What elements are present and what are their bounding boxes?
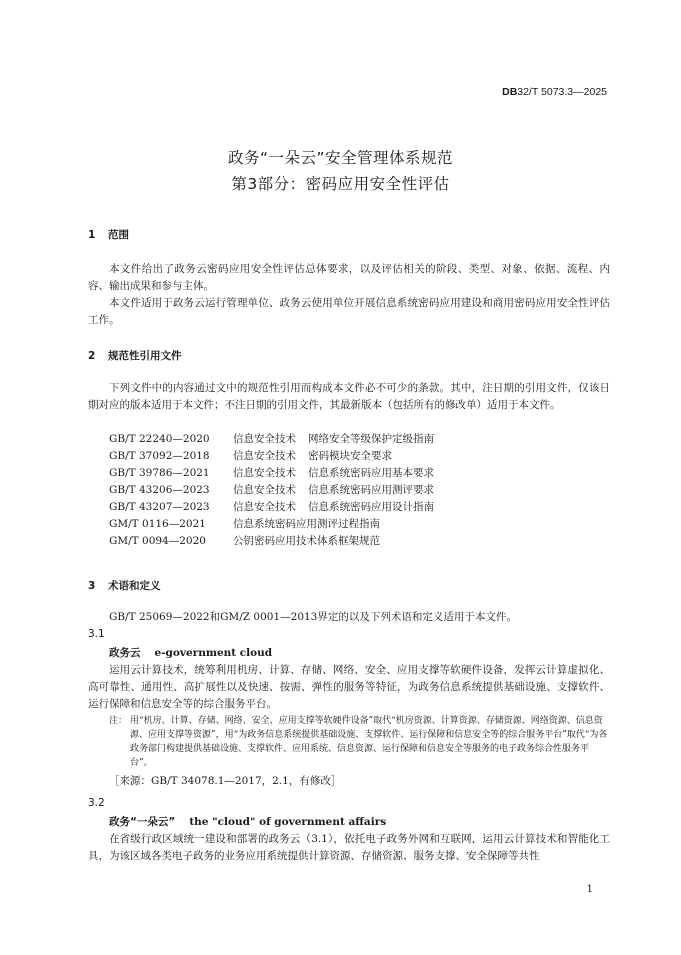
section-heading-terms <box>88 578 161 593</box>
term-en: the "cloud" of government affairs <box>189 816 387 828</box>
reference-code: GB/T 37092—2018 <box>109 450 210 462</box>
reference-code: GB/T 22240—2020 <box>109 433 210 445</box>
reference-item <box>109 465 434 482</box>
reference-code: GB/T 43207—2023 <box>109 501 210 513</box>
term-source: ［来源：GB/T 34078.1—2017，2.1，有修改］ <box>109 775 342 787</box>
term-en: e-government cloud <box>154 647 273 659</box>
reference-title-part1: 信息安全技术 <box>233 501 296 513</box>
reference-title-part1: 信息系统密码应用测评过程指南 <box>233 518 380 530</box>
reference-title-part1: 信息安全技术 <box>233 433 296 445</box>
reference-code: GB/T 39786—2021 <box>109 467 210 479</box>
reference-title-part2: 信息系统密码应用测评要求 <box>308 484 434 496</box>
section-heading-normative <box>88 348 182 363</box>
reference-item <box>109 516 380 533</box>
section-heading-scope <box>88 227 129 242</box>
term-heading <box>109 645 272 660</box>
reference-code: GM/T 0094—2020 <box>109 535 206 547</box>
normative-intro: 下列文件中的内容通过文中的规范性引用而构成本文件必不可少的条款。其中，注日期的引用文件，仅该日期对应的版本适用于本文件；不注日期的引用文件，其最新版本（包括所有的修改单）适用于本文件。 <box>88 382 610 411</box>
section-title: 规范性引用文件 <box>108 350 182 362</box>
standard-prefix: DB <box>502 86 518 98</box>
terms-intro: GB/T 25069—2022和GM/Z 0001—2013界定的以及下列术语和定义适用于本文件。 <box>109 611 517 623</box>
reference-code: GB/T 43206—2023 <box>109 484 210 496</box>
section-number: 3 <box>88 580 96 592</box>
reference-title-part2: 信息系统密码应用设计指南 <box>308 501 434 513</box>
term-definition: 在省级行政区域统一建设和部署的政务云（3.1），依托电子政务外网和互联网，运用云计算技术和智能化工具，为该区域各类电子政务的业务应用系统提供计算资源、存储资源、服务支撑、安全保障等共性 <box>88 833 610 862</box>
term-number: 3.1 <box>88 628 105 640</box>
term-heading <box>109 814 386 829</box>
document-title-line1: 政务“一朵云”安全管理体系规范 <box>227 149 454 167</box>
reference-item <box>109 448 392 465</box>
reference-item <box>109 431 434 448</box>
term-definition: 运用云计算技术，统筹利用机房、计算、存储、网络、安全、应用支撑等软硬件设备，发挥云计算虚拟化、高可靠性、通用性、高扩展性以及快速、按需、弹性的服务等特征，为政务信息系统提供基础设施、支撑软件、运行保障和信息安全等的综合服务平台。 <box>88 664 610 710</box>
reference-title-part1: 信息安全技术 <box>233 450 296 462</box>
reference-title-part2: 信息系统密码应用基本要求 <box>308 467 434 479</box>
reference-title-part1: 公钥密码应用技术体系框架规范 <box>233 535 380 547</box>
document-title-line2: 第3部分：密码应用安全性评估 <box>231 175 450 193</box>
section-title: 范围 <box>108 229 129 241</box>
section-number: 2 <box>88 350 96 362</box>
reference-title-part1: 信息安全技术 <box>233 484 296 496</box>
term-zh: 政务云 <box>109 647 141 659</box>
term-note <box>109 714 609 770</box>
reference-title-part2: 密码模块安全要求 <box>308 450 392 462</box>
section-number: 1 <box>88 229 96 241</box>
reference-title-part2: 网络安全等级保护定级指南 <box>308 433 434 445</box>
scope-paragraph-2: 本文件适用于政务云运行管理单位、政务云使用单位开展信息系统密码应用建设和商用密码应用安全性评估工作。 <box>88 297 610 326</box>
note-label: 注： <box>109 716 128 726</box>
reference-item <box>109 499 434 516</box>
reference-item <box>109 533 380 550</box>
standard-code: 32/T 5073.3—2025 <box>517 86 607 98</box>
term-number: 3.2 <box>88 797 105 809</box>
scope-paragraph-1: 本文件给出了政务云密码应用安全性评估总体要求，以及评估相关的阶段、类型、对象、依据、流程、内容、输出成果和参与主体。 <box>88 263 610 292</box>
section-title: 术语和定义 <box>108 580 161 592</box>
standard-number <box>502 86 607 98</box>
note-text: 用“机房、计算、存储、网络、安全、应用支撑等软硬件设备”取代“机房资源、计算资源、存储资源、网络资源、信息资源、应用支撑等资源”，用“为政务信息系统提供基础设施、支撑软件、运行保障和信息安全等的综合服务平台”取代“为各政务部门构建提供基础设施、支撑软件、应用系统、信息资源、运行保障和信息安全等服务的电子政务综合性服务平台”。 <box>130 716 608 768</box>
reference-title-part1: 信息安全技术 <box>233 467 296 479</box>
reference-code: GM/T 0116—2021 <box>109 518 206 530</box>
term-zh: 政务“一朵云” <box>109 816 176 828</box>
reference-item <box>109 482 434 499</box>
page-number: 1 <box>586 884 593 895</box>
